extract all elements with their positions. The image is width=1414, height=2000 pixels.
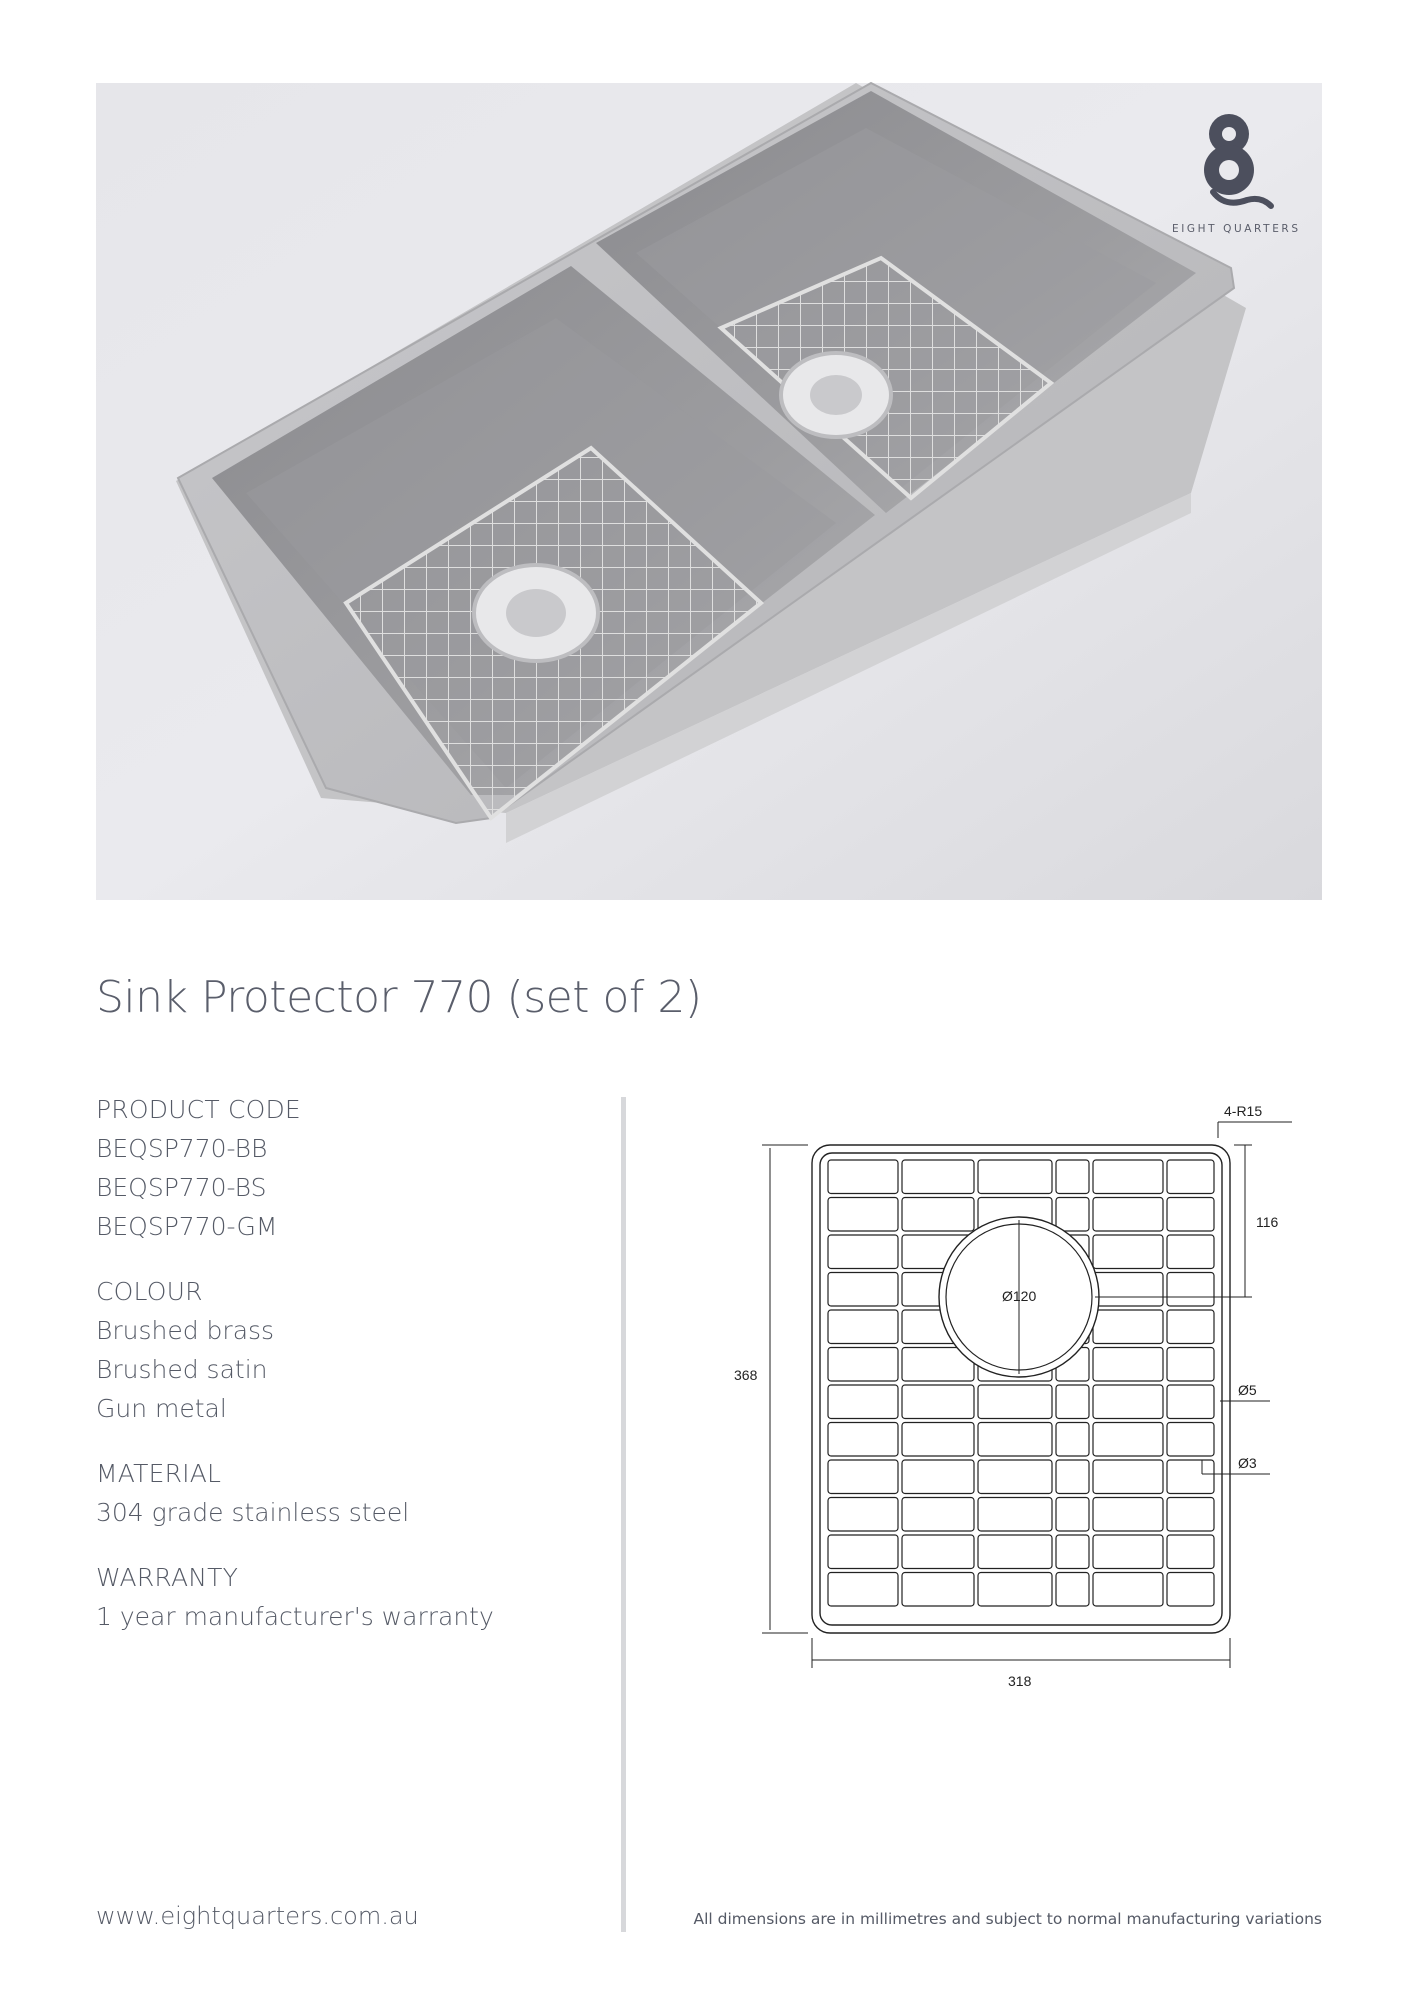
product-photo: [96, 83, 1322, 900]
column-divider: [621, 1097, 626, 1932]
grid-cell: [828, 1573, 898, 1607]
grid-cell: [1167, 1198, 1214, 1232]
colour-value: Brushed brass: [96, 1316, 275, 1345]
product-code-value: BEQSP770-GM: [96, 1212, 278, 1241]
grid-cell: [1056, 1160, 1089, 1194]
grid-cell: [1056, 1423, 1089, 1457]
material-group: [96, 1454, 616, 1532]
grid-cell: [978, 1160, 1052, 1194]
grid-cell: [1167, 1310, 1214, 1344]
grid-cell: [1056, 1198, 1089, 1232]
grid-cell: [828, 1460, 898, 1494]
grid-cell: [1093, 1310, 1163, 1344]
eight-quarters-q-logo: [1185, 112, 1277, 216]
grid-cell: [1167, 1423, 1214, 1457]
warranty-value: 1 year manufacturer's warranty: [96, 1602, 494, 1631]
width-label: 318: [1008, 1673, 1032, 1689]
grid-cell: [1167, 1498, 1214, 1532]
grid-cell: [978, 1385, 1052, 1419]
material-heading: MATERIAL: [96, 1459, 222, 1488]
product-code-group: [96, 1090, 616, 1246]
grid-cell: [1167, 1460, 1214, 1494]
grid-cell: [1167, 1348, 1214, 1382]
spec-list: [96, 1090, 616, 1662]
colour-group: [96, 1272, 616, 1428]
grid-cell: [1056, 1573, 1089, 1607]
colour-value: Gun metal: [96, 1394, 227, 1423]
grid-cell: [978, 1498, 1052, 1532]
dimensions-note: All dimensions are in millimetres and subject to normal manufacturing variations: [693, 1910, 1322, 1928]
grid-cell: [902, 1423, 974, 1457]
height-label: 368: [734, 1367, 758, 1383]
warranty-heading: WARRANTY: [96, 1563, 239, 1592]
grid-cell: [1093, 1348, 1163, 1382]
grid-cell: [828, 1498, 898, 1532]
grid-cell: [902, 1460, 974, 1494]
grid-cell: [1093, 1460, 1163, 1494]
grid-cell: [828, 1385, 898, 1419]
grid-cell: [828, 1348, 898, 1382]
grid-cell: [1093, 1273, 1163, 1307]
material-value: 304 grade stainless steel: [96, 1498, 410, 1527]
brand-name: EIGHT QUARTERS: [1172, 223, 1301, 235]
grid-cell: [1056, 1460, 1089, 1494]
grid-cell: [902, 1498, 974, 1532]
product-code-value: BEQSP770-BS: [96, 1173, 267, 1202]
grid-cell: [828, 1423, 898, 1457]
grid-cell: [978, 1460, 1052, 1494]
website-link[interactable]: www.eightquarters.com.au: [96, 1902, 419, 1930]
grid-cell: [902, 1160, 974, 1194]
grid-cell: [1167, 1273, 1214, 1307]
rod-5-label: Ø5: [1238, 1382, 1257, 1398]
grid-cell: [1093, 1385, 1163, 1419]
grid-cell: [978, 1423, 1052, 1457]
grid-cell: [1093, 1498, 1163, 1532]
technical-drawing: [734, 1090, 1280, 1690]
grid-cell: [1093, 1535, 1163, 1569]
grid-cell: [1093, 1160, 1163, 1194]
diameter-label: Ø120: [1002, 1288, 1037, 1304]
grid-cell: [978, 1573, 1052, 1607]
grid-cell: [902, 1573, 974, 1607]
offset-label: 116: [1256, 1214, 1279, 1230]
grid-cell: [1093, 1198, 1163, 1232]
grid-cell: [1093, 1235, 1163, 1269]
grid-cell: [1093, 1423, 1163, 1457]
warranty-group: [96, 1558, 616, 1636]
grid-cell: [1056, 1498, 1089, 1532]
grid-cell: [828, 1310, 898, 1344]
grid-cell: [902, 1535, 974, 1569]
grid-cell: [1056, 1535, 1089, 1569]
grid-cell: [828, 1273, 898, 1307]
grid-cell: [902, 1385, 974, 1419]
grid-cell: [1167, 1235, 1214, 1269]
grid-cell: [828, 1198, 898, 1232]
grid-cell: [1056, 1385, 1089, 1419]
colour-heading: COLOUR: [96, 1277, 203, 1306]
colour-value: Brushed satin: [96, 1355, 268, 1384]
grid-cell: [1167, 1385, 1214, 1419]
grid-cell: [978, 1535, 1052, 1569]
grid-cell: [1093, 1573, 1163, 1607]
rod-3-label: Ø3: [1238, 1455, 1257, 1471]
grid-cell: [1167, 1160, 1214, 1194]
grid-cell: [902, 1198, 974, 1232]
product-code-heading: PRODUCT CODE: [96, 1095, 301, 1124]
grid-cell: [1167, 1573, 1214, 1607]
product-code-value: BEQSP770-BB: [96, 1134, 268, 1163]
corner-radius-label: 4-R15: [1224, 1103, 1263, 1119]
grid-cell: [828, 1535, 898, 1569]
page-title: Sink Protector 770 (set of 2): [96, 972, 702, 1023]
grid-cell: [1167, 1535, 1214, 1569]
grid-cell: [828, 1235, 898, 1269]
grid-cell: [828, 1160, 898, 1194]
